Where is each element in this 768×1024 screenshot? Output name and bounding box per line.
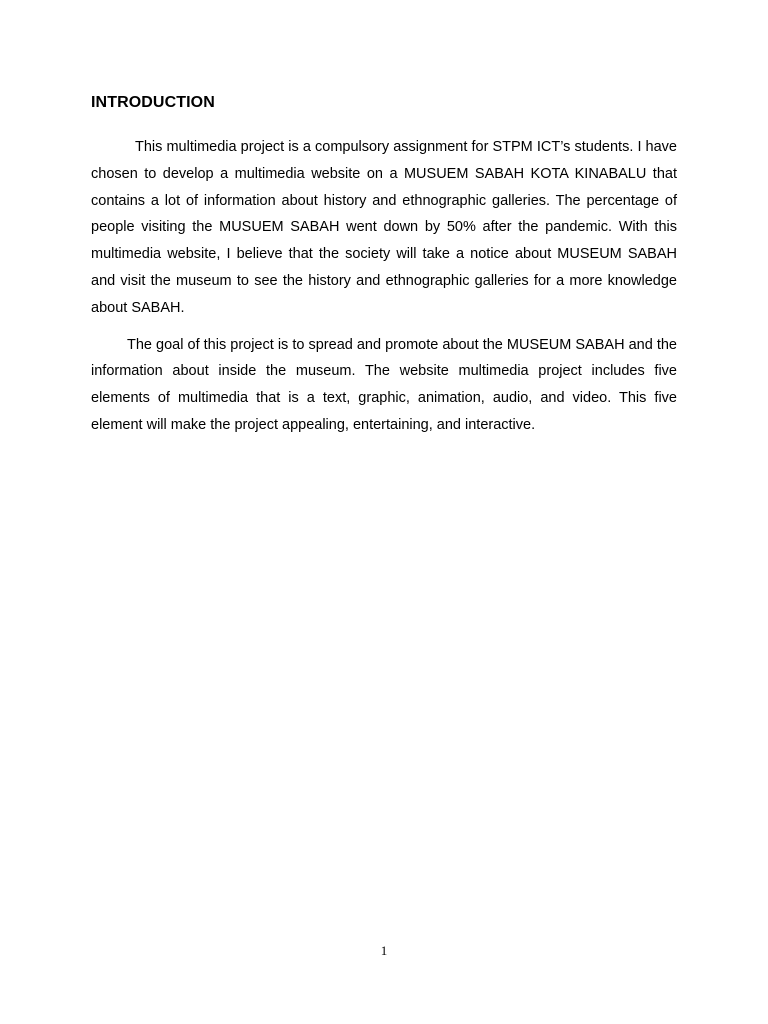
- paragraph-2: The goal of this project is to spread and promote about the MUSEUM SABAH and the information about inside the museum. The website multimedia project includes five elements of multimedia that is a text, graphic, animation, audio, and video. This five element will make the project appealing, entertaining, and interactive.: [91, 336, 677, 433]
- page-number: 1: [380, 943, 388, 958]
- section-heading: INTRODUCTION: [91, 94, 215, 111]
- page-content: [91, 92, 677, 449]
- paragraph-1: This multimedia project is a compulsory assignment for STPM ICT’s students. I have chosen to develop a multimedia website on a MUSUEM SABAH KOTA KINABALU that contains a lot of information about history and ethnographic galleries. The percentage of people visiting the MUSUEM SABAH went down by 50% after the pandemic. With this multimedia website, I believe that the society will take a notice about MUSEUM SABAH and visit the museum to see the history and ethnographic galleries for a more knowledge about SABAH.: [91, 139, 677, 316]
